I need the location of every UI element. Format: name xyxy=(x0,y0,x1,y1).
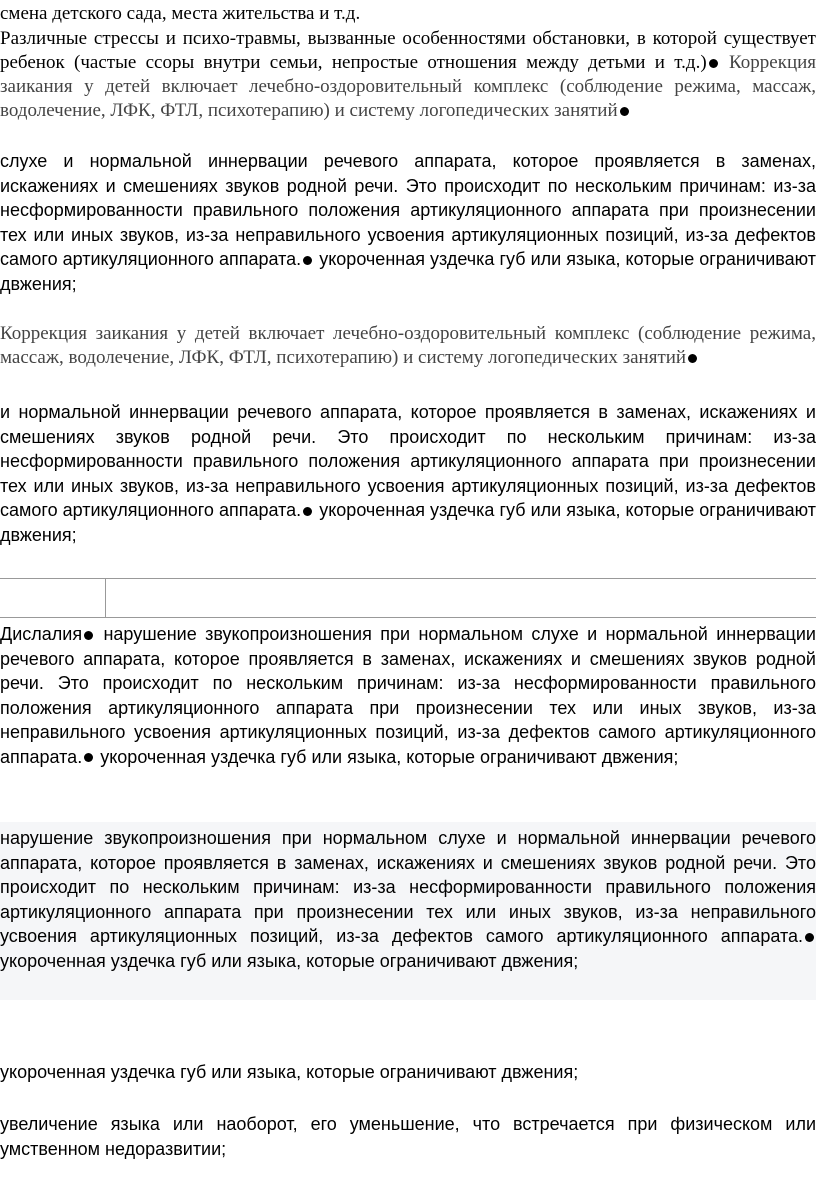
paragraph-dyslalia-causes-2: и нормальной иннервации речевого аппарата, которое проявляется в заменах, искажениях и смешениях звуков родной речи. Это происходит по нескольким причинам: из-за несформированности правильного положения артикуляционного аппарата при произнесении тех или иных звуков, из-за неправильного усвоения артикуляционных позиций, из-за дефектов самого артикуляционного аппарата. укороченная уздечка губ или языка, которые ограничивают двжения; xyxy=(0,402,816,545)
bullet-icon xyxy=(84,631,93,640)
bullet-icon xyxy=(709,59,718,68)
paragraph-correction: Коррекция заикания у детей включает лечебно-оздоровительный комплекс (соблюдение режима, массаж, водолечение, ЛФК, ФТЛ, психотерапию) и систему логопедических занятий xyxy=(0,323,816,368)
paragraph-sound-disorder: нарушение звукопроизношения при нормальном слухе и нормальной иннервации речевого аппарата, которое проявляется в заменах, искажениях и смешениях звуков родной речи. Это происходит по нескольким причинам: из-за несформированности правильного положения артикуляционного аппарата при произнесении тех или иных звуков, из-за неправильного усвоения артикуляционных позиций, из-за дефектов самого артикуляционного аппарата. укороченная уздечка губ или языка, которые ограничивают двжения; xyxy=(0,828,816,971)
paragraph-dyslalia-definition: Дислалия нарушение звукопроизношения при нормальном слухе и нормальной иннервации речевого аппарата, которое проявляется в заменах, искажениях и смешениях звуков родной речи. Это происходит по нескольким причинам: из-за несформированности правильного положения артикуляционного аппарата при произнесении тех или иных звуков, из-за неправильного усвоения артикуляционных позиций, из-за дефектов самого артикуляционного аппарата. укороченная уздечка губ или языка, которые ограничивают двжения; xyxy=(0,624,816,767)
paragraph-short-frenulum: укороченная уздечка губ или языка, которые ограничивают двжения; xyxy=(0,1062,579,1082)
table-cell xyxy=(0,579,106,617)
paragraph-dyslalia-causes-1: слухе и нормальной иннервации речевого аппарата, которое проявляется в заменах, искажениях и смешениях звуков родной речи. Это происходит по нескольким причинам: из-за несформированности правильного положения артикуляционного аппарата при произнесении тех или иных звуков, из-за неправильного усвоения артикуляционных позиций, из-за дефектов самого артикуляционного аппарата. укороченная уздечка губ или языка, которые ограничивают двжения; xyxy=(0,151,816,294)
paragraph-tongue-size: увеличение языка или наоборот, его уменьшение, что встречается при физическом или умственном недоразвитии; xyxy=(0,1114,816,1159)
line-kindergarten: смена детского сада, места жительства и т.д. xyxy=(0,3,361,24)
bullet-icon xyxy=(620,107,629,116)
bullet-icon xyxy=(84,753,93,762)
paragraph-stress: Различные стрессы и психо-травмы, вызванные особенностями обстановки, в которой существует ребенок (частые ссоры внутри семьи, непростые отношения между детьми и т.д.) Коррекция заикания у детей включает лечебно-оздоровительный комплекс (соблюдение режима, массаж, водолечение, ЛФК, ФТЛ, психотерапию) и систему логопедических занятий xyxy=(0,28,816,121)
bullet-icon xyxy=(303,256,312,265)
bullet-icon xyxy=(303,507,312,516)
bullet-icon xyxy=(805,933,814,942)
empty-table xyxy=(0,578,816,618)
bullet-icon xyxy=(688,354,697,363)
